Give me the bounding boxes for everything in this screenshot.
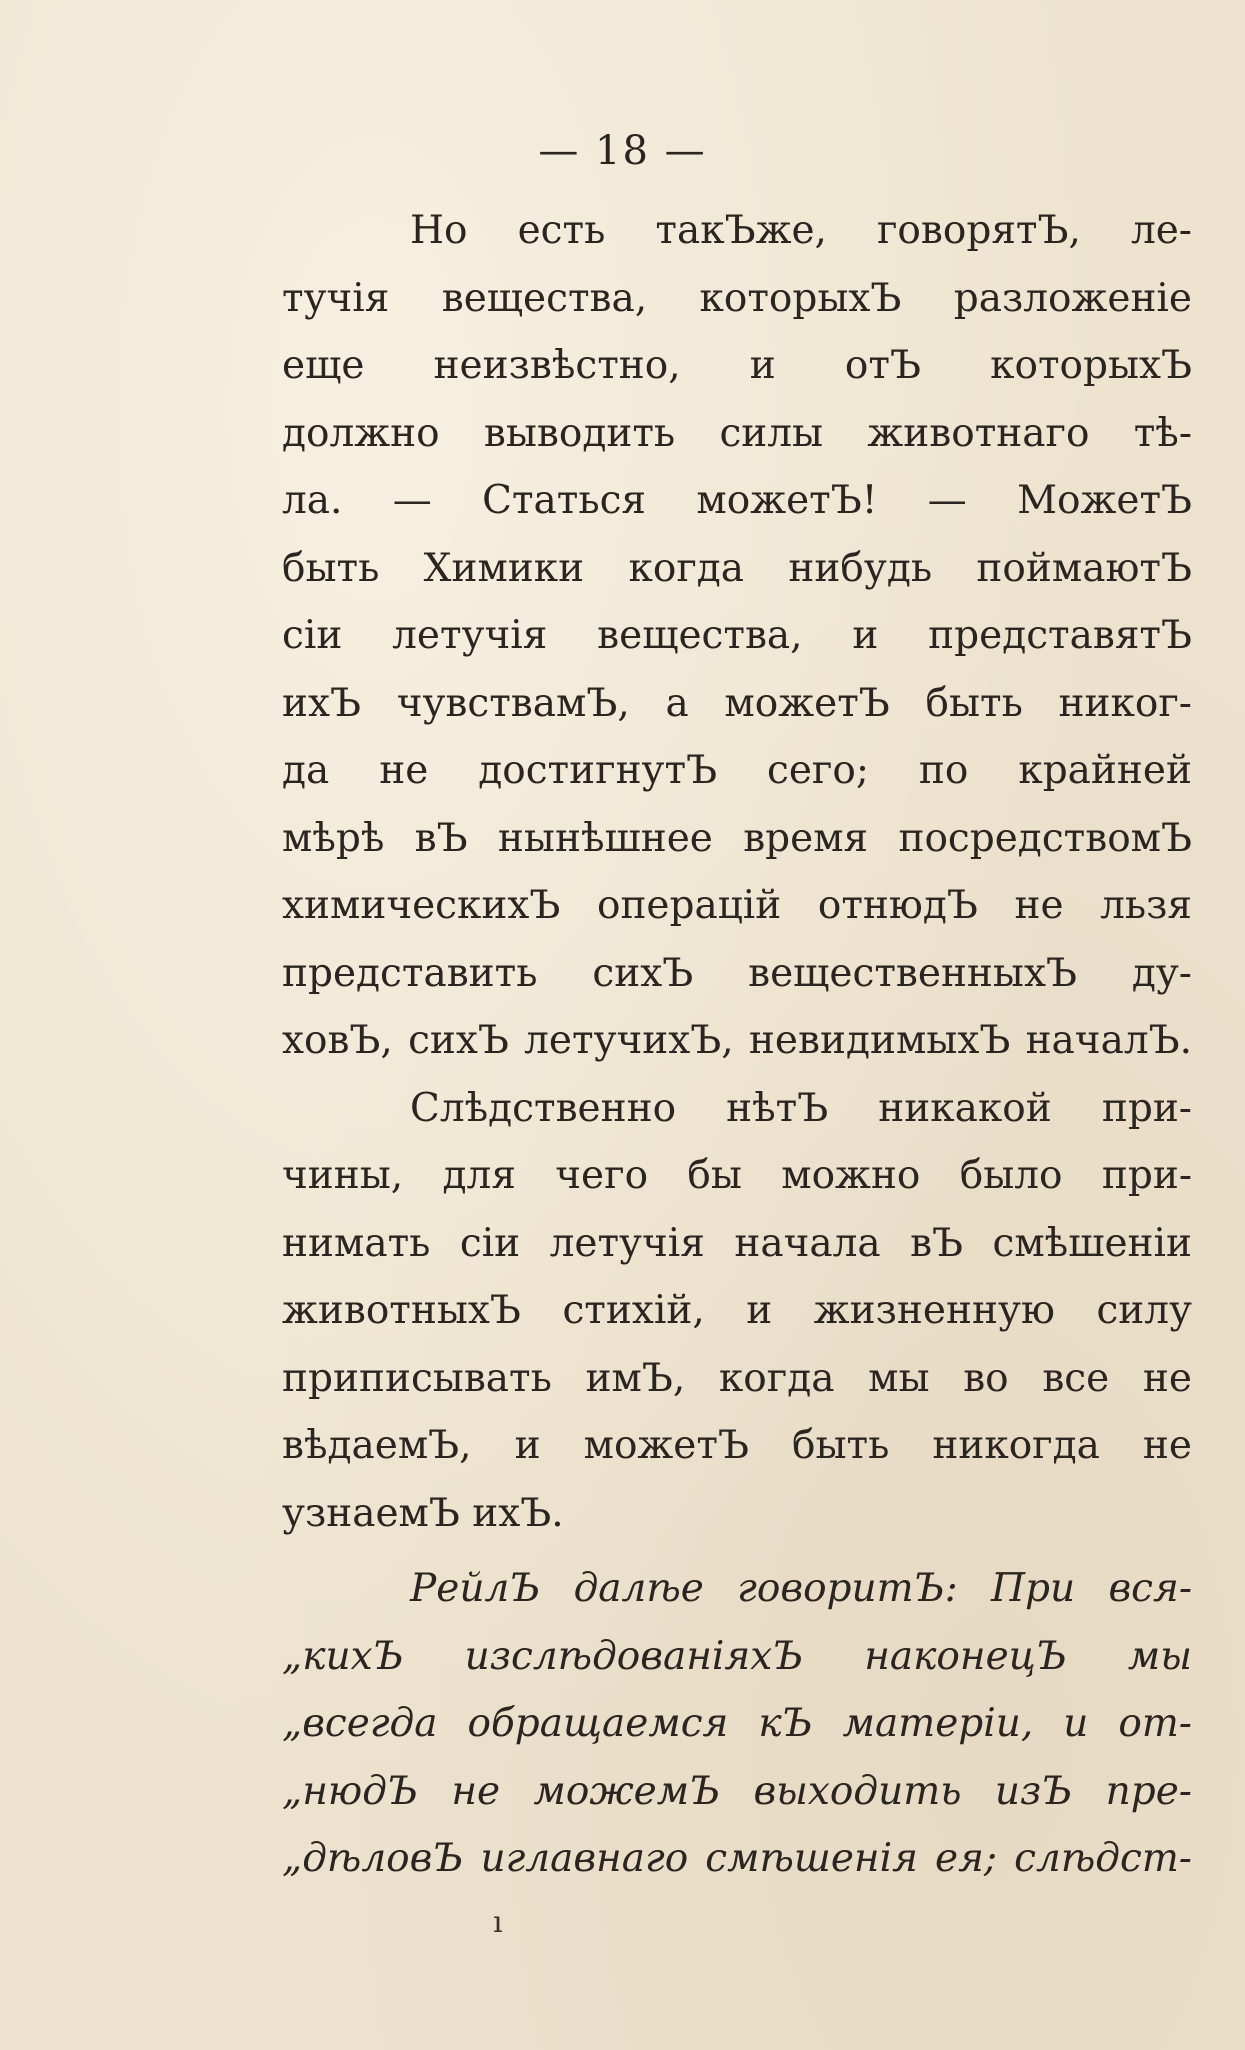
text-line: животныхЪ стихій, и жизненную силу	[282, 1288, 1192, 1333]
paragraph-3	[282, 1555, 1192, 1893]
text-line: еще неизвѣстно, и отЪ которыхЪ	[282, 343, 1192, 388]
text-line: представить сихЪ вещественныхЪ ду-	[282, 950, 1192, 996]
text-line: приписывать имЪ, когда мы во все не	[282, 1355, 1192, 1401]
text-line: „нюдЪ не можемЪ выходить изЪ пре-	[282, 1768, 1192, 1814]
text-line: химическихЪ операцій отнюдЪ не льзя	[282, 883, 1192, 928]
text-line: сіи летучія вещества, и представятЪ	[282, 613, 1192, 658]
text-line: ихЪ чувствамЪ, а можетЪ быть никог-	[282, 680, 1192, 726]
text-line: тучія вещества, которыхЪ разложеніе	[282, 275, 1192, 321]
text-line: должно выводить силы животнаго тѣ-	[282, 410, 1192, 456]
text-line: чины, для чего бы можно было при-	[282, 1153, 1192, 1198]
text-line: Но есть такЪже, говорятЪ, ле-	[410, 208, 1192, 253]
text-line: „кихЪ изслѣдованіяхЪ наконецЪ мы	[282, 1633, 1192, 1679]
text-line: Слѣдственно нѣтЪ никакой при-	[410, 1085, 1192, 1131]
text-line: мѣрѣ вЪ нынѣшнее время посредствомЪ	[282, 815, 1192, 861]
footer-mark: ı	[493, 1905, 503, 1940]
text-line: узнаемЪ ихЪ.	[282, 1490, 564, 1536]
text-line: быть Химики когда нибудь поймаютЪ	[282, 545, 1192, 591]
paragraph-2	[282, 1075, 1192, 1548]
text-line: ла. — Статься можетЪ! — МожетЪ	[282, 478, 1192, 523]
text-line: „дѣловЪ иглавнаго смѣшенія ея; слѣдст-	[282, 1836, 1192, 1881]
text-line: нимать сіи летучія начала вЪ смѣшеніи	[282, 1220, 1192, 1266]
text-line: ховЪ, сихЪ летучихЪ, невидимыхЪ началЪ.	[282, 1018, 1192, 1063]
text-line: да не достигнутЪ сего; по крайней	[282, 748, 1192, 793]
text-line: „всегда обращаемся кЪ матеріи, и от-	[282, 1701, 1192, 1746]
page-number: — 18 —	[538, 128, 707, 174]
text-body	[282, 197, 1192, 1893]
text-line: РейлЪ далѣе говоритЪ: При вся-	[410, 1566, 1192, 1611]
paragraph-1	[282, 197, 1192, 1075]
text-line: вѣдаемЪ, и можетЪ быть никогда не	[282, 1423, 1192, 1468]
